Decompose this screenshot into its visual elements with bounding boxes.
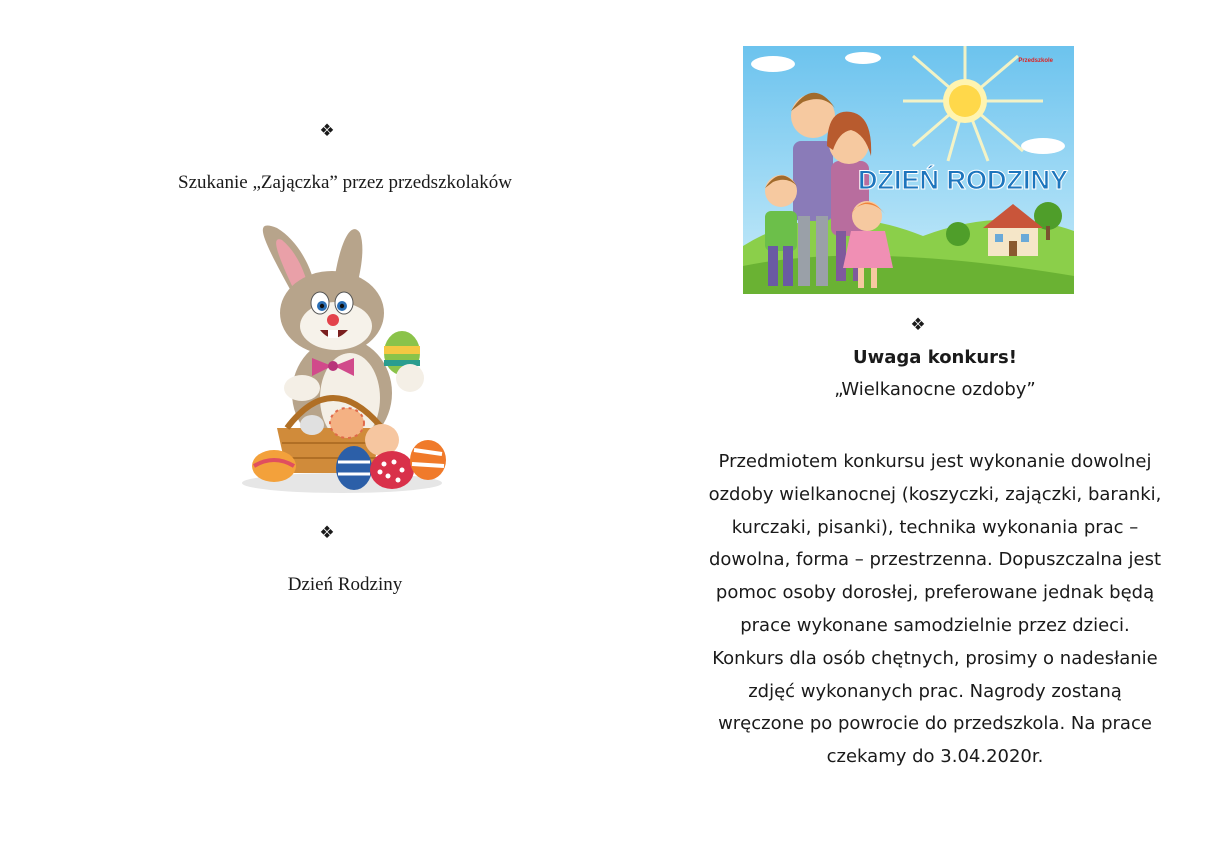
paragraph-line: kurczaki, pisanki), technika wykonania prac – <box>731 516 1139 538</box>
family-day-illustration <box>743 46 1074 294</box>
easter-bunny-illustration <box>232 218 460 498</box>
paragraph-line: prace wykonane samodzielnie przez dzieci. <box>740 614 1130 636</box>
paragraph-line: wręczone po powrocie do przedszkola. Na prace <box>718 713 1152 735</box>
item-easter-bunny-hunt: Szukanie „Zajączka” przez przedszkolaków <box>178 172 512 193</box>
family-day-caption: DZIEŃ RODZINY <box>857 165 1069 195</box>
contest-description <box>665 446 1205 774</box>
paragraph-line: ozdoby wielkanocnej (koszyczki, zajączki, baranki, <box>708 483 1162 505</box>
bullet-icon: ❖ <box>319 121 335 140</box>
contest-subtitle: „Wielkanocne ozdoby” <box>834 379 1036 400</box>
corner-logo: Przedszkole <box>1018 58 1053 64</box>
paragraph-line: czekamy do 3.04.2020r. <box>826 746 1044 768</box>
paragraph-line: pomoc osoby dorosłej, preferowane jednak będą <box>715 582 1155 604</box>
contest-heading: Uwaga konkurs! <box>853 347 1017 368</box>
item-family-day: Dzień Rodziny <box>287 574 403 595</box>
paragraph-line: zdjęć wykonanych prac. Nagrody zostaną <box>748 680 1122 702</box>
bullet-icon: ❖ <box>910 315 926 334</box>
paragraph-line: dowolna, forma – przestrzenna. Dopuszczalna jest <box>708 549 1162 571</box>
paragraph-line: Przedmiotem konkursu jest wykonanie dowolnej <box>718 451 1152 472</box>
bullet-icon: ❖ <box>319 523 335 542</box>
paragraph-line: Konkurs dla osób chętnych, prosimy o nadesłanie <box>712 647 1158 669</box>
